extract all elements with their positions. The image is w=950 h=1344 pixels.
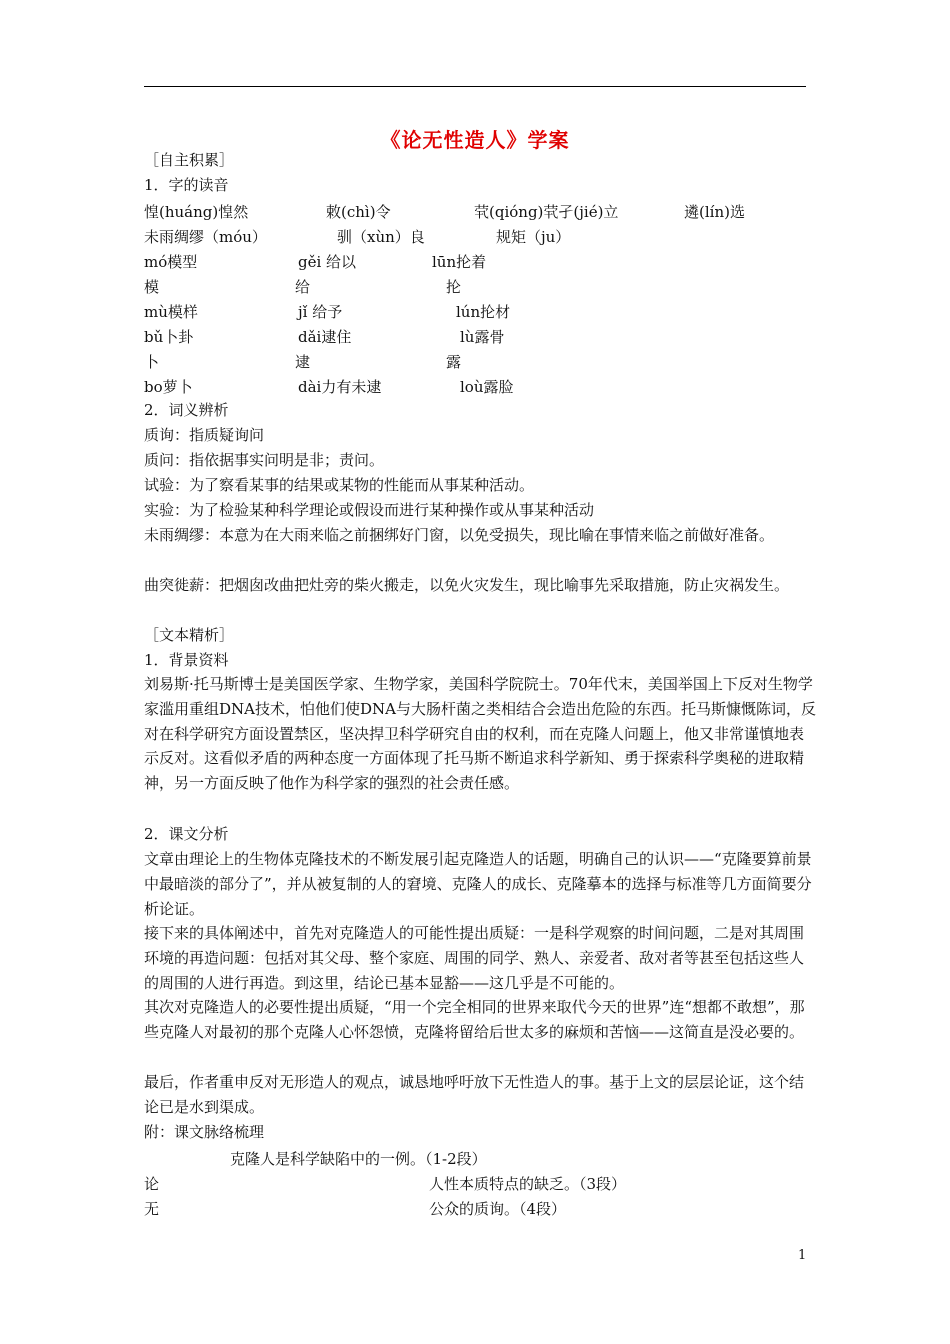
polyphone-char: 卜 [144,353,160,371]
definition: 质询：指质疑询问 [144,426,265,444]
pron-item: 遴(lín)选 [684,203,745,221]
definition: 试验：为了察看某事的结果或某物的性能而从事某种活动。 [144,476,535,494]
outline-label: 论 [144,1175,160,1193]
polyphone-item: mó模型 [144,253,198,271]
page-number: 1 [798,1248,807,1263]
polyphone-item: dǎi逮住 [298,328,352,346]
polyphone-char: 露 [446,353,462,371]
analysis-paragraph: 其次对克隆造人的必要性提出质疑，“用一个完全相同的世界来取代今天的世界”连“想都不敢想”，那些克隆人对最初的那个克隆人心怀怨愤，克隆将留给后世太多的麻烦和苦恼——这简直是没必要的。 [144,998,805,1041]
definition: 未雨绸缪：本意为在大雨来临之前捆绑好门窗，以免受损失，现比喻在事情来临之前做好准备。 [144,526,775,544]
definition: 质问：指依据事实问明是非；责问。 [144,451,385,469]
outline-item: 公众的质询。（4段） [429,1200,567,1218]
outline-item: 克隆人是科学缺陷中的一例。（1-2段） [230,1150,487,1168]
polyphone-item: mù模样 [144,303,198,321]
polyphone-item: lún抡材 [456,303,511,321]
pron-item: 茕(qióng)茕孑(jié)立 [474,203,619,221]
heading-pronunciation: 1．字的读音 [144,176,229,194]
pron-item: 惶(huáng)惶然 [144,203,249,221]
polyphone-item: lūn抡着 [432,253,487,271]
outline-label: 无 [144,1200,160,1218]
polyphone-char: 给 [295,278,311,296]
section-heading-accumulate: ［自主积累］ [144,151,235,169]
document-title: 《论无性造人》学案 [380,128,570,152]
pron-item: 未雨绸缪（móu） [144,228,267,246]
pron-item: 驯（xùn）良 [337,228,425,246]
polyphone-char: 抡 [446,278,462,296]
polyphone-item: dài力有未逮 [298,378,382,396]
appendix-heading: 附：课文脉络梳理 [144,1123,265,1141]
definition: 实验：为了检验某种科学理论或假设而进行某种操作或从事某种活动 [144,501,595,519]
heading-background: 1．背景资料 [144,651,229,669]
analysis-paragraph: 接下来的具体阐述中，首先对克隆造人的可能性提出质疑：一是科学观察的时间问题，二是对其周围环境的再造问题：包括对其父母、整个家庭、周围的同学、熟人、亲爱者、敌对者等甚至包括这些人的周围的人进行再造。到这里，结论已基本显豁——这几乎是不可能的。 [144,924,805,992]
header-rule [144,86,806,87]
definition: 曲突徙薪：把烟囱改曲把灶旁的柴火搬走，以免火灾发生，现比喻事先采取措施，防止灾祸发生。 [144,576,790,594]
polyphone-item: loù露脸 [460,378,514,396]
polyphone-char: 逮 [295,353,311,371]
heading-text-analysis: 2．课文分析 [144,825,229,843]
outline-item: 人性本质特点的缺乏。（3段） [429,1175,627,1193]
pron-item: 敕(chì)令 [326,203,391,221]
pron-item: 规矩（ju） [496,228,571,246]
background-paragraph: 刘易斯·托马斯博士是美国医学家、生物学家，美国科学院院士。70年代末，美国举国上下反对生物学家滥用重组DNA技术，怕他们使DNA与大肠杆菌之类相结合会造出危险的东西。托马斯慷慨陈词，反对在科学研究方面设置禁区，坚决捍卫科学研究自由的权利，而在克隆人问题上，他又非常谨慎地表示反对。这看似矛盾的两种态度一方面体现了托马斯不断追求科学新知、勇于探索科学奥秘的进取精神，另一方面反映了他作为科学家的强烈的社会责任感。 [144,675,816,793]
section-heading-analysis: ［文本精析］ [144,626,235,644]
heading-word-meaning: 2．词义辨析 [144,401,229,419]
polyphone-char: 模 [144,278,160,296]
polyphone-item: lù露骨 [460,328,505,346]
analysis-paragraph: 最后，作者重申反对无形造人的观点，诚恳地呼吁放下无性造人的事。基于上文的层层论证，这个结论已是水到渠成。 [144,1073,805,1116]
polyphone-item: bo萝卜 [144,378,193,396]
polyphone-item: bǔ卜卦 [144,328,194,346]
polyphone-item: jǐ 给予 [298,303,343,321]
polyphone-item: gěi 给以 [298,253,357,271]
analysis-paragraph: 文章由理论上的生物体克隆技术的不断发展引起克隆造人的话题，明确自己的认识——“克隆要算前景中最暗淡的部分了”，并从被复制的人的窘境、克隆人的成长、克隆摹本的选择与标准等几方面简要分析论证。 [144,850,812,918]
